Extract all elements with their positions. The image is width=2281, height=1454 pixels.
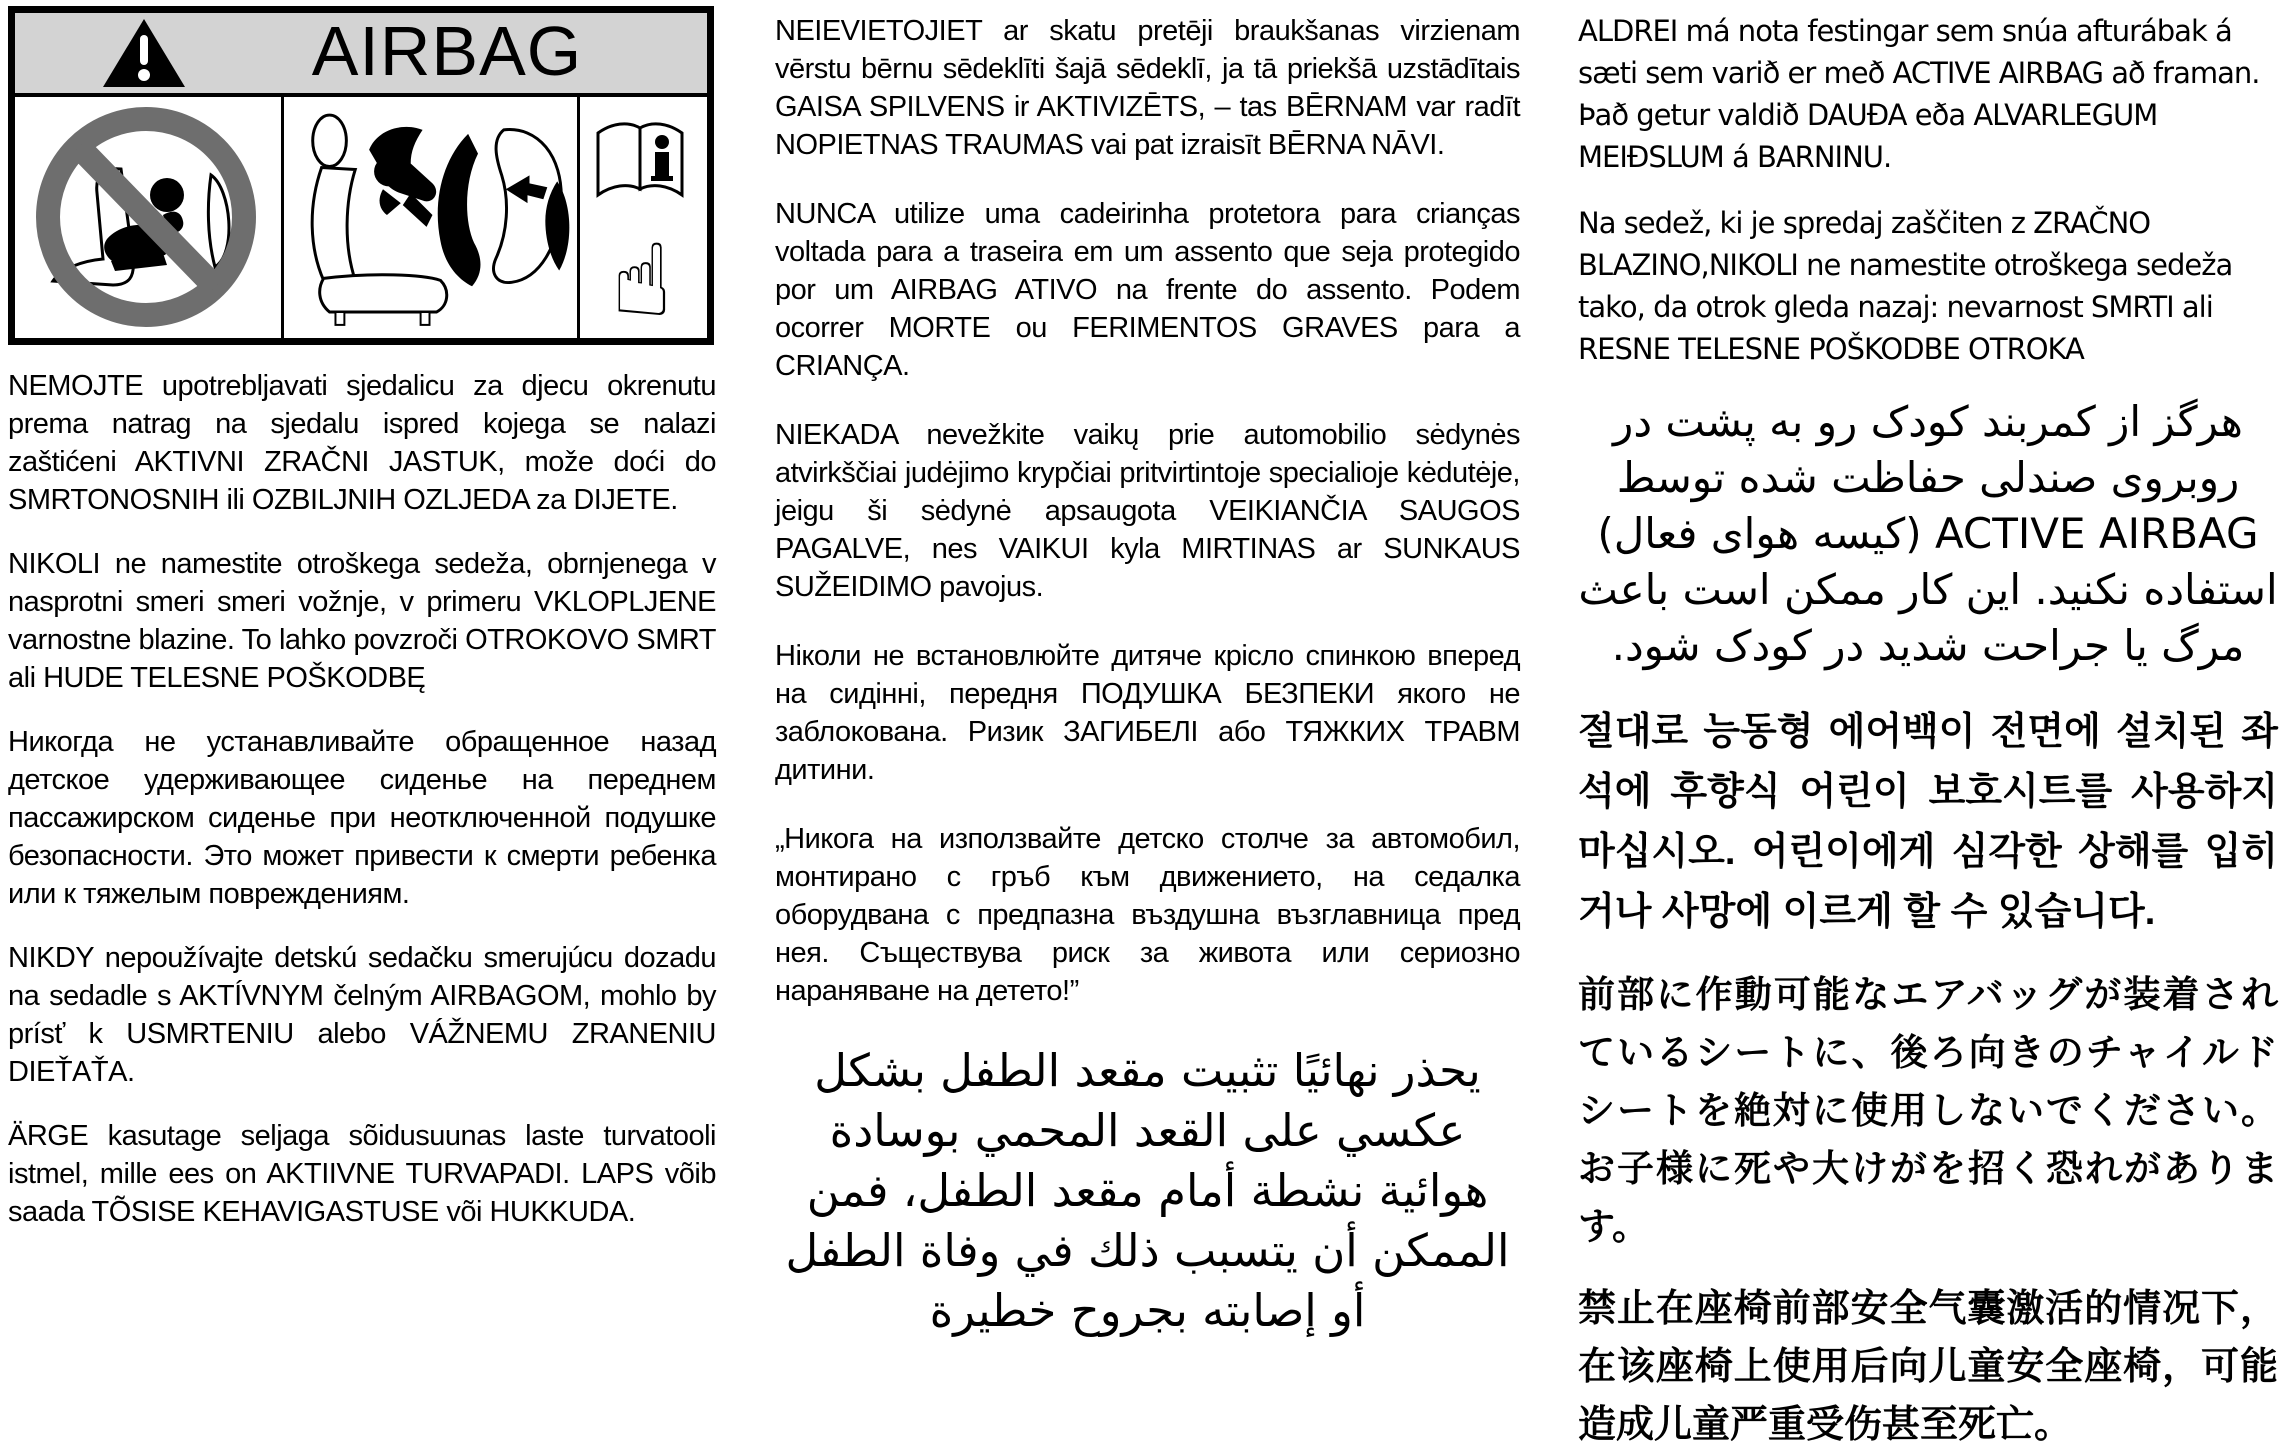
paragraph-portuguese: NUNCA utilize uma cadeirinha protetora para crianças voltada para a traseira em um assento que seja protegido por um AIRBAG ATIVO na frente do assento. Podem ocorrer MORTE ou FERIMENTOS GRAVES para a CRIANÇA.: [775, 198, 1520, 382]
owners-manual-book-icon: [598, 124, 682, 195]
paragraph-japanese: 前部に作動可能なエアバッグが装着されているシートに、後ろ向きのチャイルドシートを絶対に使用しないでください。お子様に死や大けがを招く恐れがあります。: [1578, 974, 2278, 1247]
paragraph-icelandic: ALDREI má nota festingar sem snúa afturábak á sæti sem varið er með ACTIVE AIRBAG að framan. Það getur valdið DAUÐA eða ALVARLEGUM MEIÐSLUM á BARNINU.: [1578, 14, 2260, 174]
paragraph-slovenian-2: Na sedež, ki je spredaj zaščiten z ZRAČNO BLAZINO,NIKOLI ne namestite otroškega sedeža tako, da otrok gleda nazaj: nevarnost SMRTI ali RESNE TELESNE POŠKODBE OTROKA: [1578, 206, 2233, 366]
column-1: [8, 0, 716, 1257]
column-2: [775, 0, 1520, 1341]
paragraph-latvian: NEIEVIETOJIET ar skatu pretēji braukšanas virzienam vērstu bērnu sēdeklīti šajā sēdeklī, ja tā priekšā uzstādītais GAISA SPILVENS ir AKTIVIZĒTS, – tas BĒRNAM var radīt NOPIETNAS TRAUMAS vai pat izraisīt BĒRNA NĀVI.: [775, 15, 1520, 161]
pictogram-cells: [15, 97, 707, 338]
warning-triangle-icon: [101, 17, 187, 89]
no-rear-facing-child-seat-icon: [15, 97, 284, 338]
paragraph-bulgarian: „Никога на използвайте детско столче за автомобил, монтирано с гръб към движението, на седалка оборудвана с предпазна въздушна възглавница пред нея. Съществува риск за живота или сериозно нараняване на детето!”: [775, 823, 1520, 1007]
column-3: [1578, 0, 2278, 1454]
paragraph-persian: هرگز از کمربند کودک رو به پشت در روبروی صندلی حفاظت شده توسط ACTIVE AIRBAG (کیسه هوای فعال) استفاده نکنید. این کار ممکن است باعث مرگ یا جراحت شدید در کودک شود.: [1578, 397, 2278, 670]
paragraph-lithuanian: NIEKADA nevežkite vaikų prie automobilio sėdynės atvirkščiai judėjimo krypčiai pritvirtintoje specialioje kėdutėje, jeigu ši sėdynė apsaugota VEIKIANČIA SAUGOS PAGALVE, nes VAIKUI kyla MIRTINAS ar SUNKAUS SUŽEIDIMO pavojus.: [775, 419, 1520, 603]
paragraph-russian: Никогда не устанавливайте обращенное назад детское удерживающее сиденье на переднем пассажирском сиденье при неотключенной подушке безопасности. Это может привести к смерти ребенка или к тяжелым повреждениям.: [8, 726, 716, 910]
paragraph-ukrainian: Ніколи не встановлюйте дитяче крісло спинкою вперед на сидінні, передня ПОДУШКА БЕЗПЕКИ якого не заблокована. Ризик ЗАГИБЕЛІ або ТЯЖКИХ ТРАВМ дитини.: [775, 640, 1520, 786]
airbag-title: AIRBAG: [311, 12, 583, 90]
paragraph-estonian: ÄRGE kasutage seljaga sõidusuunas laste turvatooli istmel, mille ees on AKTIIVNE TURVAPADI. LAPS võib saada TÕSISE KEHAVIGASTUSE või HUKKUDA.: [8, 1120, 716, 1228]
column-1-text: [8, 367, 716, 1231]
airbag-pictogram-box: [8, 6, 714, 345]
paragraph-slovenian: NIKOLI ne namestite otroškega sedeža, obrnjenega v nasprotni smeri smeri vožnje, v primeru VKLOPLJENE varnostne blazine. To lahko povzroči OTROKOVO SMRT ali HUDE TELESNE POŠKODBĘ: [8, 548, 716, 694]
airbag-deployment-icon: [284, 97, 580, 338]
paragraph-arabic: يحذر نهائيًا تثبيت مقعد الطفل بشكل عكسي على القعد المحمي بوسادة هوائية نشطة أمام مقعد الطفل، فمن الممكن أن يتسبب ذلك في وفاة الطفل أو إصابته بجروح خطيرة: [785, 1044, 1510, 1337]
manual-reference-icons: [580, 97, 707, 338]
pointing-hand-icon: ☝: [611, 222, 673, 338]
paragraph-slovak: NIKDY nepoužívajte detskú sedačku smerujúcu dozadu na sedadle s AKTÍVNYM čelným AIRBAGOM, mohlo by prísť k USMRTENIU alebo VÁŽNEMU ZRANENIU DIEŤAŤA.: [8, 942, 716, 1088]
paragraph-chinese: 禁止在座椅前部安全气囊激活的情况下，在该座椅上使用后向儿童安全座椅，可能造成儿童严重受伤甚至死亡。: [1578, 1288, 2278, 1446]
paragraph-croatian: NEMOJTE upotrebljavati sjedalicu za djecu okrenutu prema natrag na sjedalu ispred kojega se nalazi zaštićeni AKTIVNI ZRAČNI JASTUK, može doći do SMRTONOSNIH ili OZBILJNIH OZLJEDA za DIJETE.: [8, 370, 716, 516]
airbag-header: [15, 13, 707, 97]
paragraph-korean: 절대로 능동형 에어백이 전면에 설치된 좌석에 후향식 어린이 보호시트를 사용하지 마십시오. 어린이에게 심각한 상해를 입히거나 사망에 이르게 할 수 있습니다.: [1578, 711, 2278, 933]
